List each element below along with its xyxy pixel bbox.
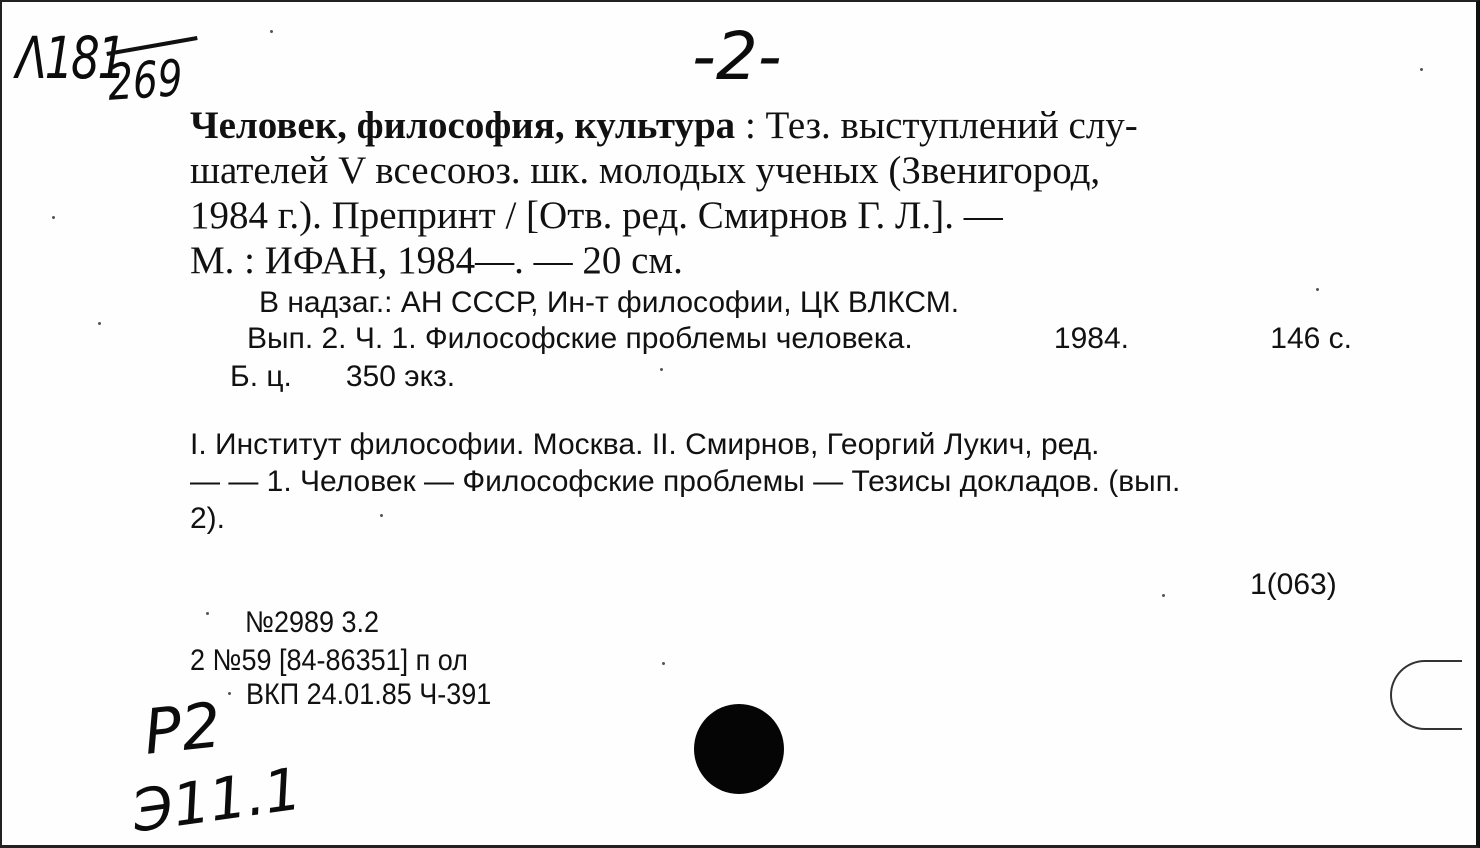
handwritten-shelfmark: Λ181 bbox=[16, 24, 124, 92]
entry-title: Человек, философия, культура bbox=[190, 104, 736, 147]
price-line bbox=[230, 358, 455, 395]
scan-speck bbox=[206, 612, 209, 615]
handwritten-shelfmark-number: 269 bbox=[107, 49, 184, 112]
header-note: В надзаг.: АН СССР, Ин-т философии, ЦК ВЛКСМ. bbox=[259, 286, 960, 319]
tracing-line-1: I. Институт философии. Москва. II. Смирнов, Георгий Лукич, ред. bbox=[190, 428, 1100, 461]
tracing-line-3: 2). bbox=[190, 502, 226, 535]
price: Б. ц. bbox=[230, 360, 292, 393]
handwritten-page-number: -2- bbox=[692, 18, 782, 95]
entry-line-2: шателей V всесоюз. шк. молодых ученых (Звенигород, bbox=[190, 149, 1101, 192]
scan-speck bbox=[660, 368, 663, 371]
tracing-line-2: — — 1. Человек — Философские проблемы — Тезисы докладов. (вып. bbox=[190, 465, 1181, 498]
pencil-arc-mark bbox=[1390, 660, 1462, 730]
entry-line-3: 1984 г.). Препринт / [Отв. ред. Смирнов Г. Л.]. — bbox=[190, 194, 1003, 237]
accession-line-2: 2 №59 [84-86351] п ол bbox=[190, 644, 468, 677]
punch-hole bbox=[694, 704, 784, 794]
entry-line-4: М. : ИФАН, 1984—. — 20 см. bbox=[190, 239, 683, 282]
entry-title-continuation: : Тез. выступлений слу- bbox=[744, 104, 1138, 147]
tracings bbox=[190, 426, 1338, 537]
scan-speck bbox=[1420, 68, 1423, 71]
bibliographic-entry bbox=[190, 103, 1350, 283]
scan-speck bbox=[228, 692, 231, 695]
entry-line-1 bbox=[190, 103, 1350, 148]
scan-speck bbox=[98, 322, 101, 325]
handwritten-note-1: P2 bbox=[140, 688, 225, 769]
scan-speck bbox=[380, 514, 383, 517]
issue-pages: 146 с. bbox=[1270, 322, 1352, 355]
scan-speck bbox=[1162, 594, 1165, 597]
accession-line-3: ВКП 24.01.85 Ч-391 bbox=[246, 678, 492, 711]
scan-speck bbox=[1316, 288, 1319, 291]
handwritten-note-2: Э11.1 bbox=[128, 754, 306, 846]
issue-title: Вып. 2. Ч. 1. Философские проблемы человека. bbox=[247, 322, 913, 355]
issue-line bbox=[247, 320, 1352, 357]
copies: 350 экз. bbox=[345, 360, 456, 393]
classification-code: 1(063) bbox=[1250, 568, 1337, 601]
scan-speck bbox=[662, 662, 665, 665]
issue-year: 1984. bbox=[1053, 322, 1129, 355]
scan-speck bbox=[52, 216, 55, 219]
scan-speck bbox=[270, 30, 273, 33]
accession-line-1: №2989 3.2 bbox=[245, 606, 380, 639]
